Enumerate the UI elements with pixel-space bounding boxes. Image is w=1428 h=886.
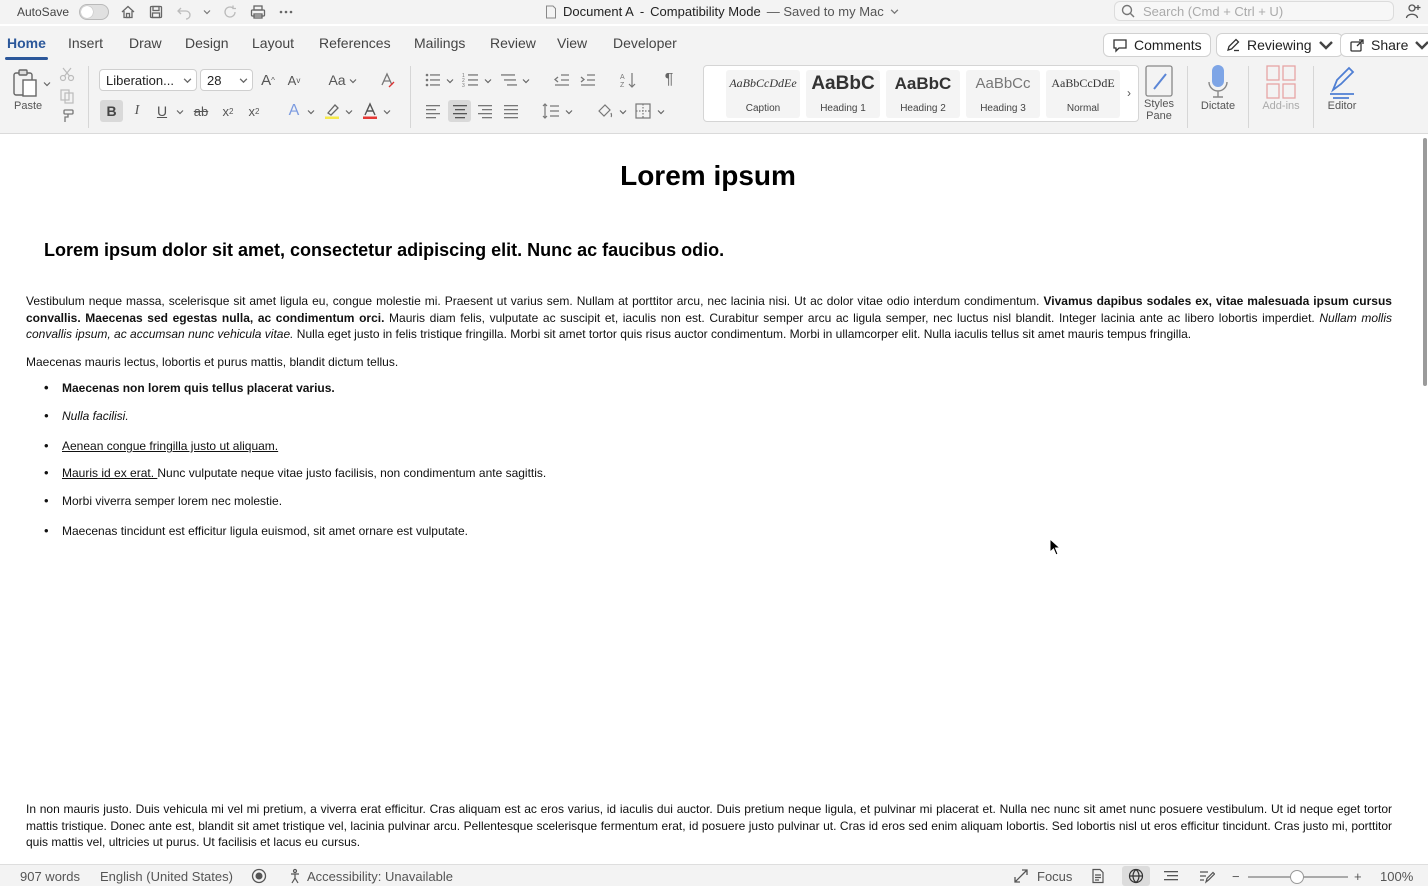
status-bar xyxy=(0,864,1428,886)
paragraph-3: In non mauris justo. Duis vehicula mi vel mi pretium, a viverra erat efficitur. Cras aliquam est ac eros varius, id iaculis dui auctor. Duis pretium neque ligula, et pulvinar mi placerat et. Nulla nec nunc sit amet nunc posuere vestibulum. Ut id neque eget tortor mattis tristique. Donec ante est, blandit sit amet tristique vel, lacinia pulvinar arcu. Pellentesque scelerisque fermentum erat, id posuere justo pulvinar ut. Cras id eros sed enim aliquam lobortis. Sed lobortis nisl ut eros efficitur tincidunt. Cras justo mi, porttitor quis mattis vel, ultricies ut purus. Ut facilisis et lacus eu cursus. xyxy=(26,802,1392,850)
chevron-down-icon xyxy=(183,76,192,85)
autosave-toggle[interactable] xyxy=(79,4,109,20)
scrollbar-thumb[interactable] xyxy=(1423,138,1427,386)
zoom-in-button[interactable]: + xyxy=(1354,869,1362,884)
home-icon[interactable] xyxy=(119,3,137,21)
style-heading-3[interactable]: AaBbCc Heading 3 xyxy=(966,70,1040,118)
chevron-down-icon xyxy=(1414,37,1428,53)
save-status: — Saved to my Mac xyxy=(766,4,884,19)
list-item: • Morbi viverra semper lorem nec molestie. xyxy=(62,494,282,508)
tab-design[interactable]: Design xyxy=(185,35,229,51)
paragraph-2: Maecenas mauris lectus, lobortis et purus mattis, blandit dictum tellus. xyxy=(26,355,399,369)
redo-icon[interactable] xyxy=(221,3,239,21)
shading-icon[interactable] xyxy=(596,102,614,120)
accessibility-icon[interactable] xyxy=(288,868,304,884)
font-size-combo[interactable] xyxy=(200,69,253,91)
chevron-down-icon xyxy=(1318,37,1334,53)
line-spacing-dropdown-icon[interactable] xyxy=(565,108,573,116)
style-heading-1[interactable]: AaBbC Heading 1 xyxy=(806,70,880,118)
cut-icon[interactable] xyxy=(59,66,75,82)
paste-dropdown-icon[interactable] xyxy=(43,80,51,88)
align-left-icon[interactable] xyxy=(424,102,442,120)
document-title[interactable] xyxy=(545,4,899,19)
title-bar xyxy=(0,0,1428,24)
style-heading-2[interactable]: AaBbC Heading 2 xyxy=(886,70,960,118)
language[interactable]: English (United States) xyxy=(100,869,233,884)
ribbon-tabs xyxy=(0,26,1428,60)
shrink-font-icon[interactable]: A v xyxy=(287,72,301,88)
superscript-button[interactable]: x 2 xyxy=(248,103,260,119)
microphone-icon xyxy=(1206,64,1230,100)
font-size-value: 28 xyxy=(207,72,222,88)
focus-icon[interactable] xyxy=(1013,868,1029,884)
outline-view-icon[interactable] xyxy=(1163,868,1179,884)
increase-indent-icon[interactable] xyxy=(579,71,597,89)
zoom-level[interactable]: 100% xyxy=(1380,869,1414,884)
share-people-icon[interactable] xyxy=(1404,2,1424,22)
more-icon[interactable] xyxy=(277,3,295,21)
track-changes-icon[interactable] xyxy=(251,868,267,884)
mouse-cursor-icon xyxy=(1049,538,1061,556)
document-heading: Lorem ipsum dolor sit amet, consectetur adipiscing elit. Nunc ac faucibus odio. xyxy=(44,240,725,260)
undo-dropdown-icon[interactable] xyxy=(203,3,211,21)
save-icon[interactable] xyxy=(147,3,165,21)
multilevel-list-icon[interactable] xyxy=(500,71,518,89)
bullets-dropdown-icon[interactable] xyxy=(446,77,454,85)
print-icon[interactable] xyxy=(249,3,267,21)
borders-dropdown-icon[interactable] xyxy=(657,108,665,116)
shading-dropdown-icon[interactable] xyxy=(619,108,627,116)
font-color-dropdown-icon[interactable] xyxy=(383,108,391,116)
clear-formatting-icon[interactable] xyxy=(378,71,396,89)
tab-view[interactable]: View xyxy=(557,35,588,51)
svg-text:1: 1 xyxy=(462,73,465,79)
ribbon-home xyxy=(0,60,1428,134)
editor-icon xyxy=(1327,64,1357,100)
document-icon xyxy=(545,5,557,19)
list-item: • Maecenas non lorem quis tellus placerat varius. xyxy=(62,381,335,395)
svg-text:Z: Z xyxy=(620,82,625,89)
copy-icon[interactable] xyxy=(59,88,75,104)
undo-icon[interactable] xyxy=(175,3,193,21)
addins-icon xyxy=(1265,64,1297,100)
addins-button[interactable]: Add-ins xyxy=(1258,64,1304,112)
sort-icon[interactable] xyxy=(619,71,637,89)
format-painter-icon[interactable] xyxy=(59,108,75,124)
document-title-text: Lorem ipsum xyxy=(620,160,796,191)
clipboard-icon xyxy=(11,68,39,98)
comments-button[interactable] xyxy=(1103,33,1211,57)
align-right-icon[interactable] xyxy=(476,102,494,120)
text-effects-icon[interactable]: A xyxy=(288,102,300,119)
search-input[interactable] xyxy=(1143,4,1383,19)
tab-insert[interactable]: Insert xyxy=(68,35,104,51)
grow-font-icon[interactable]: A ^ xyxy=(261,71,275,89)
align-center-icon[interactable] xyxy=(448,100,471,122)
comment-icon xyxy=(1112,37,1128,53)
autosave-label: AutoSave xyxy=(17,5,70,19)
multilevel-dropdown-icon[interactable] xyxy=(522,77,530,85)
font-name-combo[interactable] xyxy=(99,69,197,91)
word-count[interactable]: 907 words xyxy=(20,869,80,884)
reviewing-button[interactable] xyxy=(1216,33,1343,57)
compatibility-mode: Compatibility Mode xyxy=(650,4,761,19)
search-box[interactable] xyxy=(1114,1,1394,21)
styles-gallery xyxy=(703,65,1139,122)
show-formatting-icon[interactable]: ¶ xyxy=(664,71,674,88)
underline-dropdown-icon[interactable] xyxy=(176,108,184,116)
chevron-down-icon xyxy=(890,7,899,16)
paragraph-1: Vestibulum neque massa, scelerisque sit amet ligula eu, congue molestie mi. Praesent ut varius sem. Nullam at porttitor arcu, nec lacinia nisi. Ut ac dolor vitae odio interdum condimentum. Vivamus dapibus sodales ex, vitae malesuada ipsum cursus convallis. Maecenas sed egestas nulla, ac condimentum orci. Mauris diam felis, vulputate ac suscipit et, iaculis non est. Curabitur semper arcu ac ligula semper, nec luctus nisl blandit. Integer lacinia ante ac libero lobortis imperdiet. Nullam mollis convallis ipsum, ac accumsan nunc vehicula vitae. Nulla eget justo in felis tristique fringilla. Morbi sit amet tortor quis risus auctor condimentum. Morbi in ullamcorper elit. Nulla iaculis tellus sit amet mauris tempus fringilla. xyxy=(26,294,1392,342)
tab-review[interactable]: Review xyxy=(490,35,536,51)
italic-button[interactable]: I xyxy=(134,103,140,118)
tab-developer[interactable]: Developer xyxy=(613,35,677,51)
change-case-dropdown-icon[interactable] xyxy=(349,77,357,85)
style-caption[interactable]: AaBbCcDdEe Caption xyxy=(726,70,800,118)
accessibility-status[interactable]: Accessibility: Unavailable xyxy=(307,869,453,884)
styles-pane-button[interactable]: Styles Pane xyxy=(1143,64,1175,122)
document-canvas[interactable] xyxy=(0,135,1422,862)
numbering-dropdown-icon[interactable] xyxy=(484,77,492,85)
tab-draw[interactable]: Draw xyxy=(129,35,162,51)
chevron-down-icon xyxy=(239,76,248,85)
dictate-button[interactable]: Dictate xyxy=(1196,64,1240,112)
font-color-icon[interactable] xyxy=(360,100,380,122)
print-layout-icon[interactable] xyxy=(1090,868,1106,884)
share-button[interactable] xyxy=(1340,33,1428,57)
list-item: • Mauris id ex erat. Nunc vulputate neque vitae justo facilisis, non condimentum ante sagittis. xyxy=(62,466,546,480)
focus-label[interactable]: Focus xyxy=(1037,869,1073,884)
document-name: Document A xyxy=(563,4,634,19)
justify-icon[interactable] xyxy=(502,102,520,120)
chevron-right-icon[interactable]: › xyxy=(1127,86,1131,100)
title-separator: - xyxy=(639,4,645,19)
tab-references[interactable]: References xyxy=(319,35,391,51)
underline-button[interactable]: U xyxy=(156,103,168,119)
highlight-dropdown-icon[interactable] xyxy=(345,108,353,116)
reviewing-label: Reviewing xyxy=(1247,37,1312,53)
zoom-out-button[interactable]: − xyxy=(1232,869,1240,884)
borders-icon[interactable] xyxy=(634,102,652,120)
style-normal[interactable]: AaBbCcDdE Normal xyxy=(1046,70,1120,118)
line-spacing-icon[interactable] xyxy=(542,102,560,120)
svg-text:2: 2 xyxy=(462,78,465,84)
font-name-value: Liberation... xyxy=(106,72,174,88)
comments-label: Comments xyxy=(1134,37,1202,53)
svg-text:3: 3 xyxy=(462,83,465,89)
paste-button[interactable] xyxy=(10,68,40,98)
share-icon xyxy=(1349,37,1365,53)
zoom-slider-thumb[interactable] xyxy=(1290,870,1304,884)
list-item: • Nulla facilisi. xyxy=(62,409,129,423)
bold-button[interactable]: B xyxy=(100,100,123,122)
paste-label: Paste xyxy=(14,100,43,112)
pen-icon xyxy=(1225,37,1241,53)
share-label: Share xyxy=(1371,37,1409,53)
editor-button[interactable]: Editor xyxy=(1322,64,1362,112)
numbering-icon[interactable] xyxy=(462,71,480,89)
tab-home[interactable]: Home xyxy=(7,35,46,51)
list-item: • Aenean congue fringilla justo ut aliquam. xyxy=(62,439,278,453)
svg-text:A: A xyxy=(620,74,625,81)
decrease-indent-icon[interactable] xyxy=(553,71,571,89)
strikethrough-button[interactable]: ab xyxy=(193,103,209,119)
text-effects-dropdown-icon[interactable] xyxy=(307,108,315,116)
subscript-button[interactable]: x 2 xyxy=(222,103,234,119)
highlight-icon[interactable] xyxy=(322,100,342,122)
tab-mailings[interactable]: Mailings xyxy=(414,35,466,51)
draft-view-icon[interactable] xyxy=(1199,868,1215,884)
change-case-icon[interactable]: Aa xyxy=(328,72,346,88)
styles-pane-icon xyxy=(1144,64,1174,98)
tab-layout[interactable]: Layout xyxy=(252,35,295,51)
search-icon xyxy=(1121,4,1135,18)
web-layout-icon[interactable] xyxy=(1128,868,1144,884)
bullets-icon[interactable] xyxy=(424,71,442,89)
highlight-color-swatch xyxy=(325,117,339,120)
list-item: • Maecenas tincidunt est efficitur ligula euismod, sit amet ornare est vulputate. xyxy=(62,524,468,538)
